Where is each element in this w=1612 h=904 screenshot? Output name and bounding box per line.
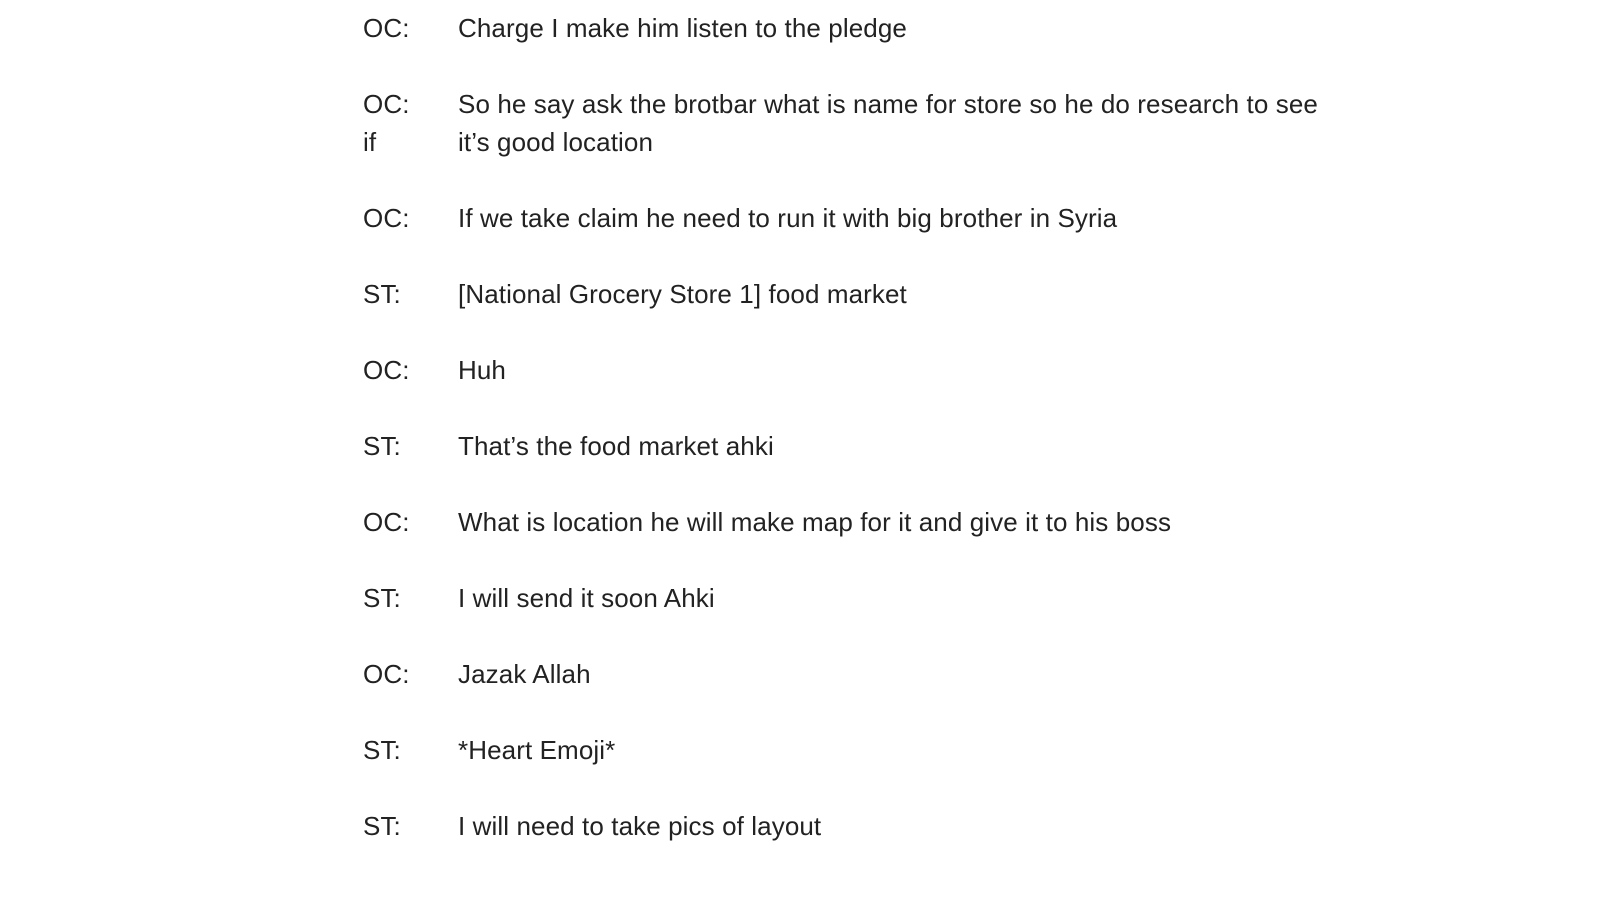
speaker-label — [363, 427, 458, 465]
message-text — [458, 199, 1572, 237]
transcript-row — [363, 503, 1572, 541]
message-text — [458, 579, 1572, 617]
message-line: [National Grocery Store 1] food market — [458, 279, 907, 309]
speaker-line: if — [363, 127, 377, 157]
speaker-label — [363, 731, 458, 769]
message-text — [458, 9, 1572, 47]
transcript-row — [363, 275, 1572, 313]
speaker-line: ST: — [363, 735, 401, 765]
message-text — [458, 427, 1572, 465]
message-line: That’s the food market ahki — [458, 431, 774, 461]
message-text — [458, 503, 1572, 541]
speaker-line: OC: — [363, 507, 410, 537]
speaker-label — [363, 655, 458, 693]
speaker-label — [363, 579, 458, 617]
speaker-line: OC: — [363, 203, 410, 233]
message-line: What is location he will make map for it and give it to his boss — [458, 507, 1172, 537]
speaker-line: OC: — [363, 89, 410, 119]
message-line: Charge I make him listen to the pledge — [458, 13, 907, 43]
message-text — [458, 731, 1572, 769]
transcript-body — [363, 9, 1572, 845]
speaker-label — [363, 351, 458, 389]
message-line: it’s good location — [458, 127, 654, 157]
transcript-row — [363, 85, 1572, 161]
speaker-line: ST: — [363, 279, 401, 309]
speaker-line: ST: — [363, 811, 401, 841]
speaker-label — [363, 85, 458, 161]
speaker-line: ST: — [363, 583, 401, 613]
message-text — [458, 807, 1572, 845]
message-text — [458, 275, 1572, 313]
message-line: Huh — [458, 355, 506, 385]
speaker-label — [363, 275, 458, 313]
message-text — [458, 655, 1572, 693]
message-text — [458, 351, 1572, 389]
message-line: If we take claim he need to run it with big brother in Syria — [458, 203, 1118, 233]
speaker-label — [363, 199, 458, 237]
transcript-row — [363, 427, 1572, 465]
speaker-label — [363, 9, 458, 47]
message-line: So he say ask the brotbar what is name for store so he do research to see — [458, 89, 1318, 119]
speaker-line: OC: — [363, 13, 410, 43]
message-line: I will need to take pics of layout — [458, 811, 822, 841]
transcript-row — [363, 351, 1572, 389]
message-text — [458, 85, 1572, 161]
transcript-row — [363, 731, 1572, 769]
speaker-line: OC: — [363, 659, 410, 689]
message-line: *Heart Emoji* — [458, 735, 616, 765]
transcript-row — [363, 199, 1572, 237]
message-line: Jazak Allah — [458, 659, 591, 689]
transcript-row — [363, 807, 1572, 845]
transcript-row — [363, 579, 1572, 617]
transcript-row — [363, 655, 1572, 693]
speaker-line: ST: — [363, 431, 401, 461]
speaker-label — [363, 503, 458, 541]
speaker-label — [363, 807, 458, 845]
transcript-row — [363, 9, 1572, 47]
message-line: I will send it soon Ahki — [458, 583, 715, 613]
speaker-line: OC: — [363, 355, 410, 385]
